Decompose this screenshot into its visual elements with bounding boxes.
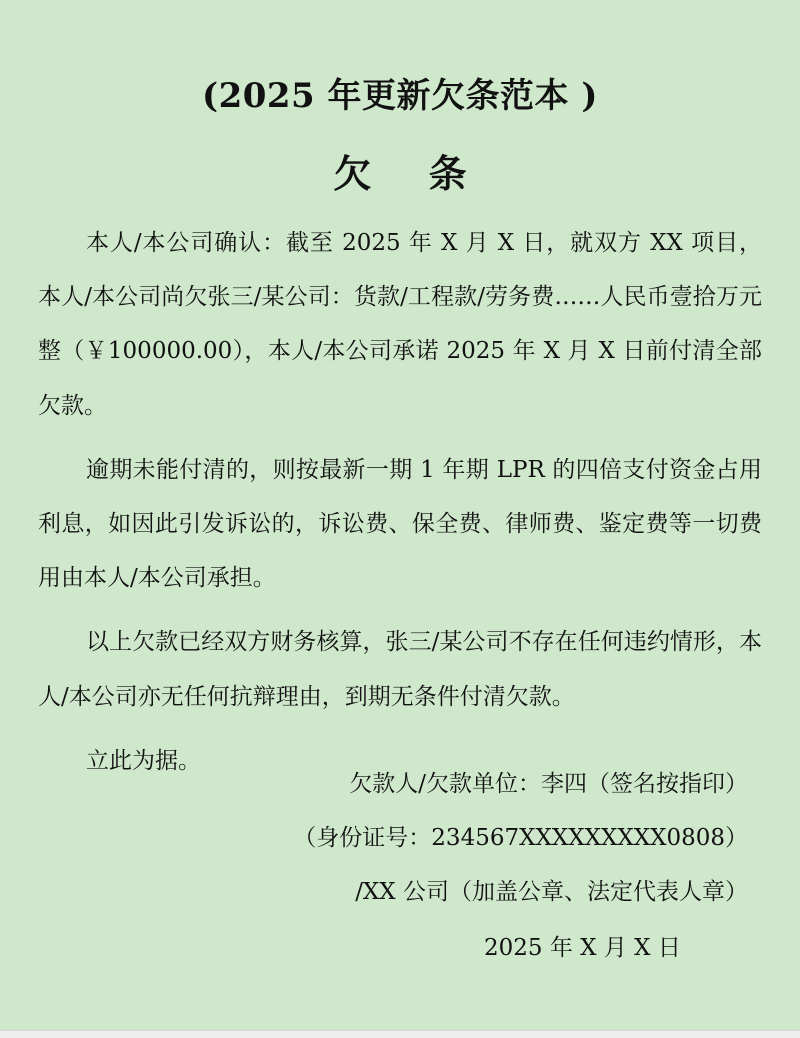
document-subtitle: 欠 条	[333, 151, 489, 196]
paragraph-overdue-terms: 逾期未能付清的，则按最新一期 1 年期 LPR 的四倍支付资金占用利息，如因此引发诉讼的，诉讼费、保全费、律师费、鉴定费等一切费用由本人/本公司承担。	[38, 456, 762, 592]
document-body	[38, 216, 762, 798]
paragraph-closing: 立此为据。	[86, 747, 201, 774]
document-title: (2025 年更新欠条范本 )	[202, 76, 598, 116]
signature-date: 2025 年 X 月 X 日	[484, 935, 681, 961]
paragraph-acknowledgement: 本人/本公司确认：截至 2025 年 X 月 X 日，就双方 XX 项目， 本人/本公司尚欠张三/某公司：货款/工程款/劳务费……人民币壹拾万元整（￥100000.00），本人/本公司承诺 2025 年 X 月 X 日前付清全部欠款。	[38, 230, 762, 419]
signature-company: /XX 公司（加盖公章、法定代表人章）	[355, 879, 748, 905]
signature-debtor: 欠款人/欠款单位：李四（签名按指印）	[349, 771, 748, 797]
paragraph-confirmation: 以上欠款已经双方财务核算，张三/某公司不存在任何违约情形，本人/本公司亦无任何抗辩理由，到期无条件付清欠款。	[38, 629, 762, 710]
signature-id-number: （身份证号：234567XXXXXXXXX0808）	[293, 825, 748, 851]
